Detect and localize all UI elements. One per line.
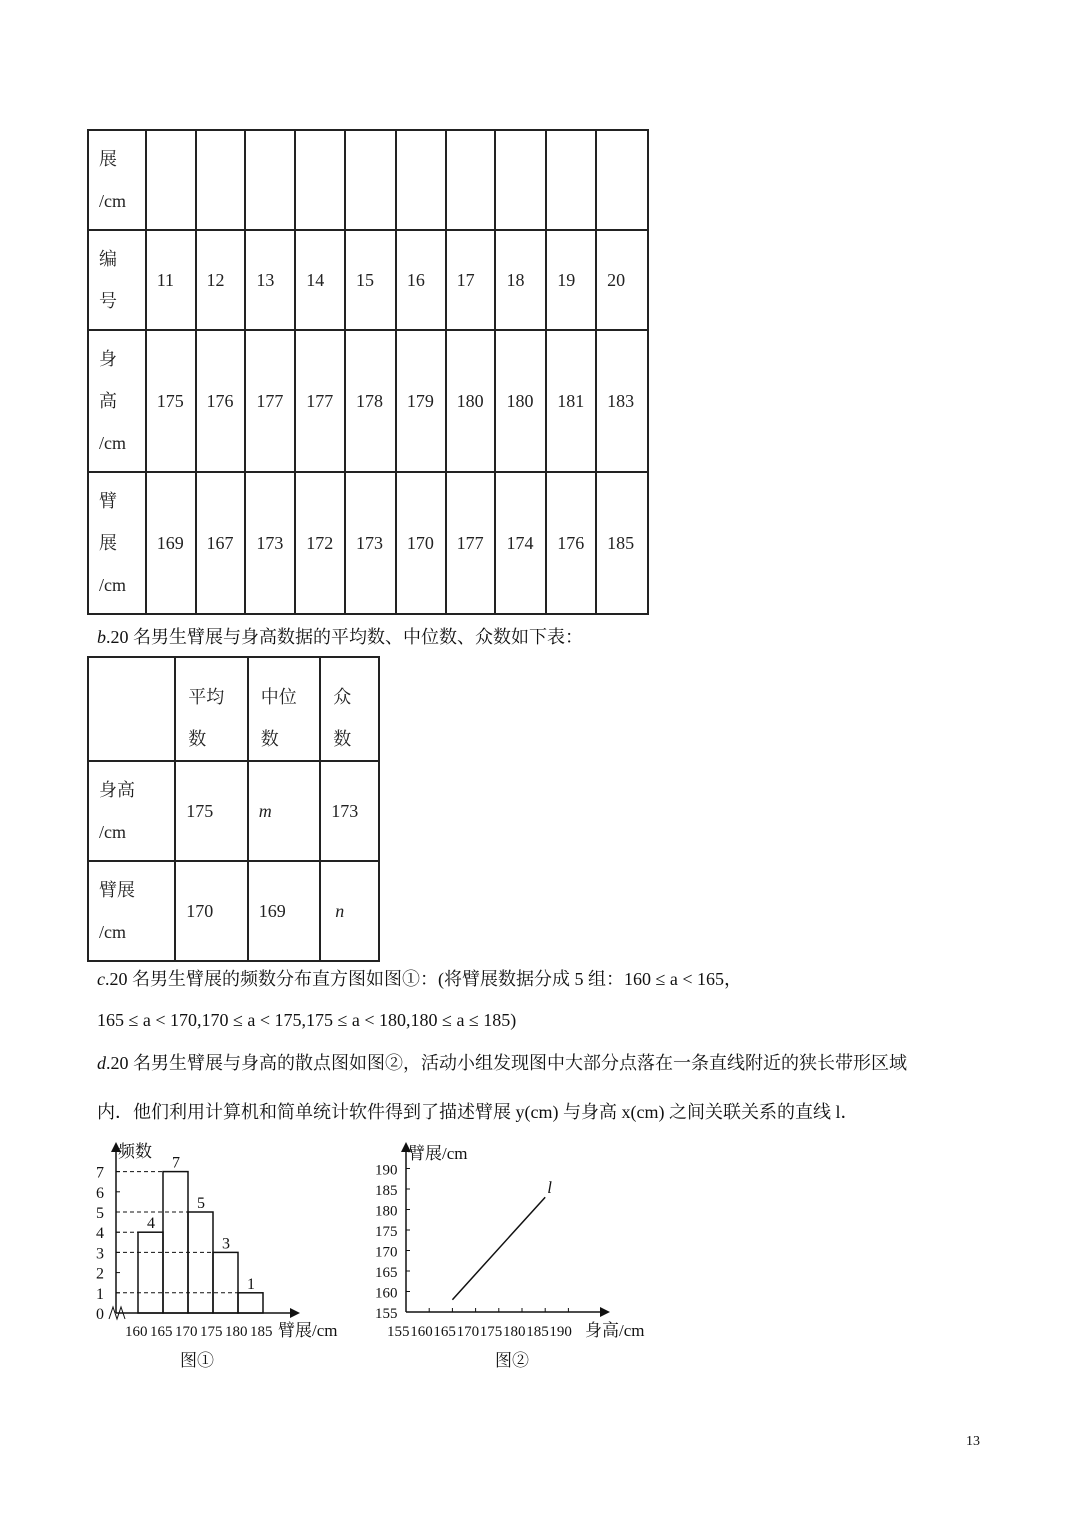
table-cell: 167 — [196, 472, 246, 614]
y-tick-label: 1 — [96, 1285, 104, 1303]
y-tick-label: 190 — [375, 1162, 398, 1179]
figure-caption: 图② — [495, 1351, 529, 1370]
table-cell — [196, 130, 246, 230]
table-cell: 173 — [345, 472, 396, 614]
table-cell: 176 — [196, 330, 246, 472]
x-tick-label: 155 — [387, 1324, 410, 1340]
table-cell: 185 — [596, 472, 648, 614]
histogram-bar — [163, 1172, 188, 1313]
paragraph-b: b.20 名男生臂展与身高数据的平均数、中位数、众数如下表： — [97, 627, 583, 647]
row-label-text: 编 — [99, 249, 117, 269]
table-cell: 178 — [345, 330, 396, 472]
table-cell: 16 — [396, 230, 446, 330]
stats-header-mode: 众 数 — [320, 657, 379, 761]
y-tick-label: 3 — [96, 1245, 104, 1263]
x-tick-label: 170 — [175, 1324, 198, 1340]
y-tick-label: 5 — [96, 1205, 104, 1222]
table-cell: 172 — [295, 472, 345, 614]
page-number: 13 — [966, 1434, 980, 1449]
data-table-1 — [87, 129, 649, 615]
row-label — [88, 330, 146, 472]
table-cell — [495, 130, 546, 230]
x-tick-label: 180 — [503, 1324, 526, 1340]
table-cell — [245, 130, 295, 230]
x-tick-label: 175 — [479, 1324, 503, 1340]
row-label-text: 展 — [99, 533, 117, 553]
stats-table — [87, 656, 380, 962]
y-axis-label: 臂展/cm — [408, 1144, 468, 1163]
table-cell: 173 — [245, 472, 295, 614]
stats-row-label: 身高 /cm — [88, 761, 175, 861]
table-cell — [596, 130, 648, 230]
table-cell: 17 — [446, 230, 496, 330]
table-cell: 175 — [146, 330, 196, 472]
table-cell: 20 — [596, 230, 648, 330]
row-label-text: 展 — [99, 149, 117, 169]
table-row — [88, 330, 648, 472]
row-label-text: 高 — [99, 391, 117, 411]
paragraph-d-line2: 内．他们利用计算机和简单统计软件得到了描述臂展 y(cm) 与身高 x(cm) 之间关联关系的直线 l． — [97, 1102, 859, 1122]
line-label-l: l — [547, 1178, 552, 1198]
x-tick-label: 165 — [433, 1324, 456, 1340]
stats-cell: m — [248, 761, 321, 861]
x-tick-label: 185 — [526, 1324, 549, 1340]
table-cell: 180 — [495, 330, 546, 472]
stats-cell: n — [320, 861, 379, 961]
bar-data-label: 3 — [222, 1235, 230, 1253]
stats-corner-cell — [88, 657, 175, 761]
row-label — [88, 472, 146, 614]
table-cell: 11 — [146, 230, 196, 330]
row-label-text: /cm — [99, 433, 126, 453]
row-label-text: 臂 — [99, 491, 117, 511]
table-row — [88, 130, 648, 230]
table-cell — [146, 130, 196, 230]
y-tick-label: 180 — [375, 1203, 398, 1220]
table-row — [88, 230, 648, 330]
y-tick-label: 175 — [375, 1224, 398, 1240]
table-cell: 183 — [596, 330, 648, 472]
line-chart — [370, 1140, 670, 1380]
table-cell: 15 — [345, 230, 396, 330]
histogram-bar — [188, 1212, 213, 1313]
stats-header-median: 中位 数 — [248, 657, 321, 761]
y-tick-label: 6 — [96, 1184, 104, 1202]
stats-row-label: 臂展 /cm — [88, 861, 175, 961]
x-tick-label: 165 — [150, 1324, 173, 1340]
paragraph-d-line1: d.20 名男生臂展与身高的散点图如图②，活动小组发现图中大部分点落在一条直线附近的狭长带形区域 — [97, 1053, 907, 1073]
table-cell: 181 — [546, 330, 596, 472]
table-cell: 169 — [146, 472, 196, 614]
stats-header-mean: 平均 数 — [175, 657, 248, 761]
y-tick-label: 165 — [375, 1265, 398, 1281]
bar-data-label: 1 — [247, 1275, 255, 1293]
row-label-text: 身 — [99, 349, 117, 369]
x-tick-label: 160 — [125, 1324, 148, 1340]
stats-cell: 173 — [320, 761, 379, 861]
x-tick-label: 160 — [410, 1324, 433, 1340]
stats-cell: 170 — [175, 861, 248, 961]
table-cell: 18 — [495, 230, 546, 330]
table-cell: 19 — [546, 230, 596, 330]
table-cell: 12 — [196, 230, 246, 330]
row-label-text: /cm — [99, 575, 126, 595]
bar-data-label: 4 — [147, 1215, 155, 1233]
bar-data-label: 7 — [172, 1154, 180, 1172]
table-cell: 14 — [295, 230, 345, 330]
table-cell: 177 — [245, 330, 295, 472]
stats-cell: 175 — [175, 761, 248, 861]
row-label — [88, 230, 146, 330]
x-tick-label: 175 — [200, 1324, 223, 1340]
table-cell: 13 — [245, 230, 295, 330]
y-tick-label: 0 — [96, 1306, 104, 1323]
histogram-chart — [90, 1140, 360, 1380]
y-tick-label: 160 — [375, 1285, 398, 1302]
paragraph-c-line2: 165 ≤ a < 170,170 ≤ a < 175,175 ≤ a < 180,180 ≤ a ≤ 185) — [97, 1010, 517, 1030]
table-cell — [446, 130, 496, 230]
figure-caption: 图① — [180, 1351, 214, 1370]
row-label-text: 号 — [99, 291, 117, 311]
x-axis-label: 臂展/cm — [278, 1321, 338, 1340]
paragraph-c-line1: c.20 名男生臂展的频数分布直方图如图①：(将臂展数据分成 5 组：160 ≤ a < 165， — [97, 969, 743, 989]
table-cell — [546, 130, 596, 230]
regression-line-l — [452, 1197, 545, 1300]
table-cell: 177 — [446, 472, 496, 614]
x-axis-arrow — [290, 1308, 300, 1318]
y-tick-label: 2 — [96, 1265, 104, 1283]
bar-data-label: 5 — [197, 1195, 205, 1212]
x-axis-label: 身高/cm — [585, 1321, 645, 1340]
histogram-bar — [238, 1293, 263, 1313]
y-axis-label: 频数 — [118, 1142, 152, 1161]
y-tick-label: 170 — [375, 1244, 398, 1261]
x-axis-arrow — [600, 1307, 610, 1317]
row-label — [88, 130, 146, 230]
table-cell — [396, 130, 446, 230]
table-cell: 177 — [295, 330, 345, 472]
y-tick-label: 4 — [96, 1225, 104, 1243]
row-label-text: /cm — [99, 191, 126, 211]
table-cell: 179 — [396, 330, 446, 472]
y-tick-label: 7 — [96, 1164, 104, 1182]
table-cell: 174 — [495, 472, 546, 614]
y-tick-label: 155 — [375, 1306, 398, 1322]
table-cell — [345, 130, 396, 230]
x-tick-label: 170 — [456, 1324, 480, 1340]
x-tick-label: 185 — [250, 1324, 273, 1340]
table-cell: 180 — [446, 330, 496, 472]
table-cell: 170 — [396, 472, 446, 614]
x-tick-label: 190 — [549, 1324, 572, 1340]
stats-cell: 169 — [248, 861, 321, 961]
histogram-bar — [213, 1252, 238, 1313]
y-tick-label: 185 — [375, 1183, 398, 1199]
histogram-bar — [138, 1232, 163, 1313]
table-cell — [295, 130, 345, 230]
table-cell: 176 — [546, 472, 596, 614]
x-tick-label: 180 — [225, 1324, 248, 1340]
table-row — [88, 472, 648, 614]
